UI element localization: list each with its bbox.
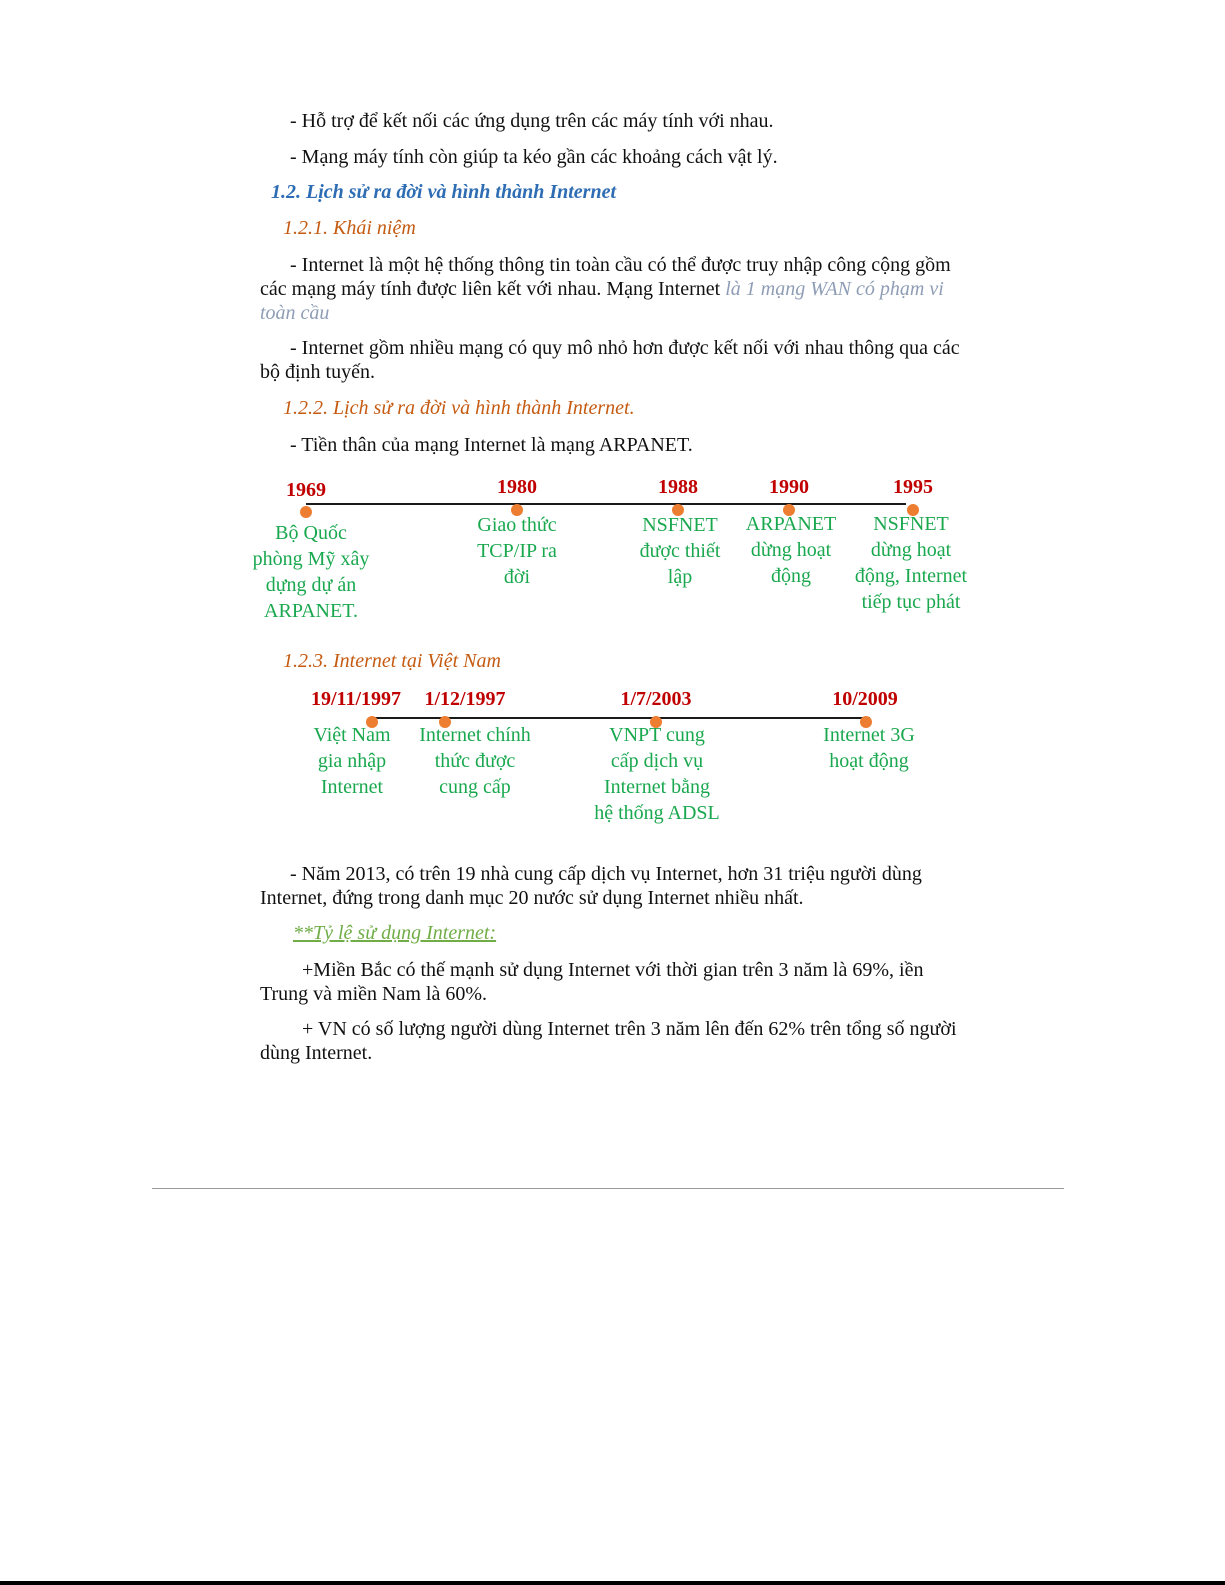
timeline-desc: Internet 3G hoạt động — [823, 724, 915, 772]
timeline-desc: ARPANET dừng hoạt động — [745, 513, 837, 587]
timeline-desc: NSFNET dừng hoạt động, Internet tiếp tục phát — [854, 513, 968, 613]
timeline-dot — [300, 506, 312, 518]
section-1-2-1-heading: 1.2.1. Khái niệm — [283, 217, 416, 239]
timeline-desc: Internet chính thức được cung cấp — [419, 724, 531, 798]
concept-paragraph-2: - Internet gồm nhiều mạng có quy mô nhỏ hơn được kết nối với nhau thông qua các bộ định tuyến. — [260, 337, 960, 383]
timeline-year: 1988 — [658, 476, 698, 498]
timeline-desc: VNPT cung cấp dịch vụ Internet bằng hệ thống ADSL — [594, 724, 720, 824]
section-1-2-2-heading: 1.2.2. Lịch sử ra đời và hình thành Internet. — [283, 397, 635, 419]
timeline-year: 1969 — [286, 479, 326, 501]
page-bottom-border — [0, 1581, 1225, 1585]
concept-paragraph-1: - Internet là một hệ thống thông tin toàn cầu có thể được truy nhập công cộng gồm các mạng máy tính được liên kết với nhau. Mạng Internet là 1 mạng WAN có phạm vi toàn cầu — [260, 254, 951, 324]
timeline-year: 1995 — [893, 476, 933, 498]
usage-paragraph-1: +Miền Bắc có thế mạnh sử dụng Internet với thời gian trên 3 năm là 69%, iền Trung và miền Nam là 60%. — [260, 959, 924, 1005]
timeline-year: 1/12/1997 — [424, 688, 506, 710]
arpanet-paragraph: - Tiền thân của mạng Internet là mạng ARPANET. — [290, 434, 693, 456]
section-1-2-heading: 1.2. Lịch sử ra đời và hình thành Internet — [271, 181, 617, 203]
timeline-desc: Việt Nam gia nhập Internet — [313, 724, 391, 798]
timeline-desc: Giao thức TCP/IP ra đời — [477, 514, 557, 588]
wan-note: là 1 mạng WAN có phạm vi toàn cầu — [260, 278, 944, 324]
section-1-2-3-heading: 1.2.3. Internet tại Việt Nam — [283, 650, 501, 672]
timeline-desc: NSFNET được thiết lập — [639, 514, 721, 588]
timeline-year: 1990 — [769, 476, 809, 498]
stats-paragraph: - Năm 2013, có trên 19 nhà cung cấp dịch vụ Internet, hơn 31 triệu người dùng Internet, đứng trong danh mục 20 nước sử dụng Internet nhiều nhất. — [260, 863, 922, 909]
intro-line-2: - Mạng máy tính còn giúp ta kéo gần các khoảng cách vật lý. — [290, 146, 778, 168]
intro-line-1: - Hỗ trợ để kết nối các ứng dụng trên các máy tính với nhau. — [290, 110, 774, 132]
timeline-year: 1/7/2003 — [620, 688, 692, 710]
timeline-desc: Bộ Quốc phòng Mỹ xây dựng dự án ARPANET. — [252, 522, 370, 622]
usage-paragraph-2: + VN có số lượng người dùng Internet trên 3 năm lên đến 62% trên tổng số người dùng Internet. — [260, 1018, 957, 1064]
timeline-year: 1980 — [497, 476, 537, 498]
timeline-axis — [306, 503, 906, 505]
timeline-year: 19/11/1997 — [310, 688, 402, 710]
footer-divider — [152, 1188, 1064, 1189]
usage-title: **Tỷ lệ sử dụng Internet: — [293, 922, 497, 944]
timeline-year: 10/2009 — [832, 688, 898, 710]
